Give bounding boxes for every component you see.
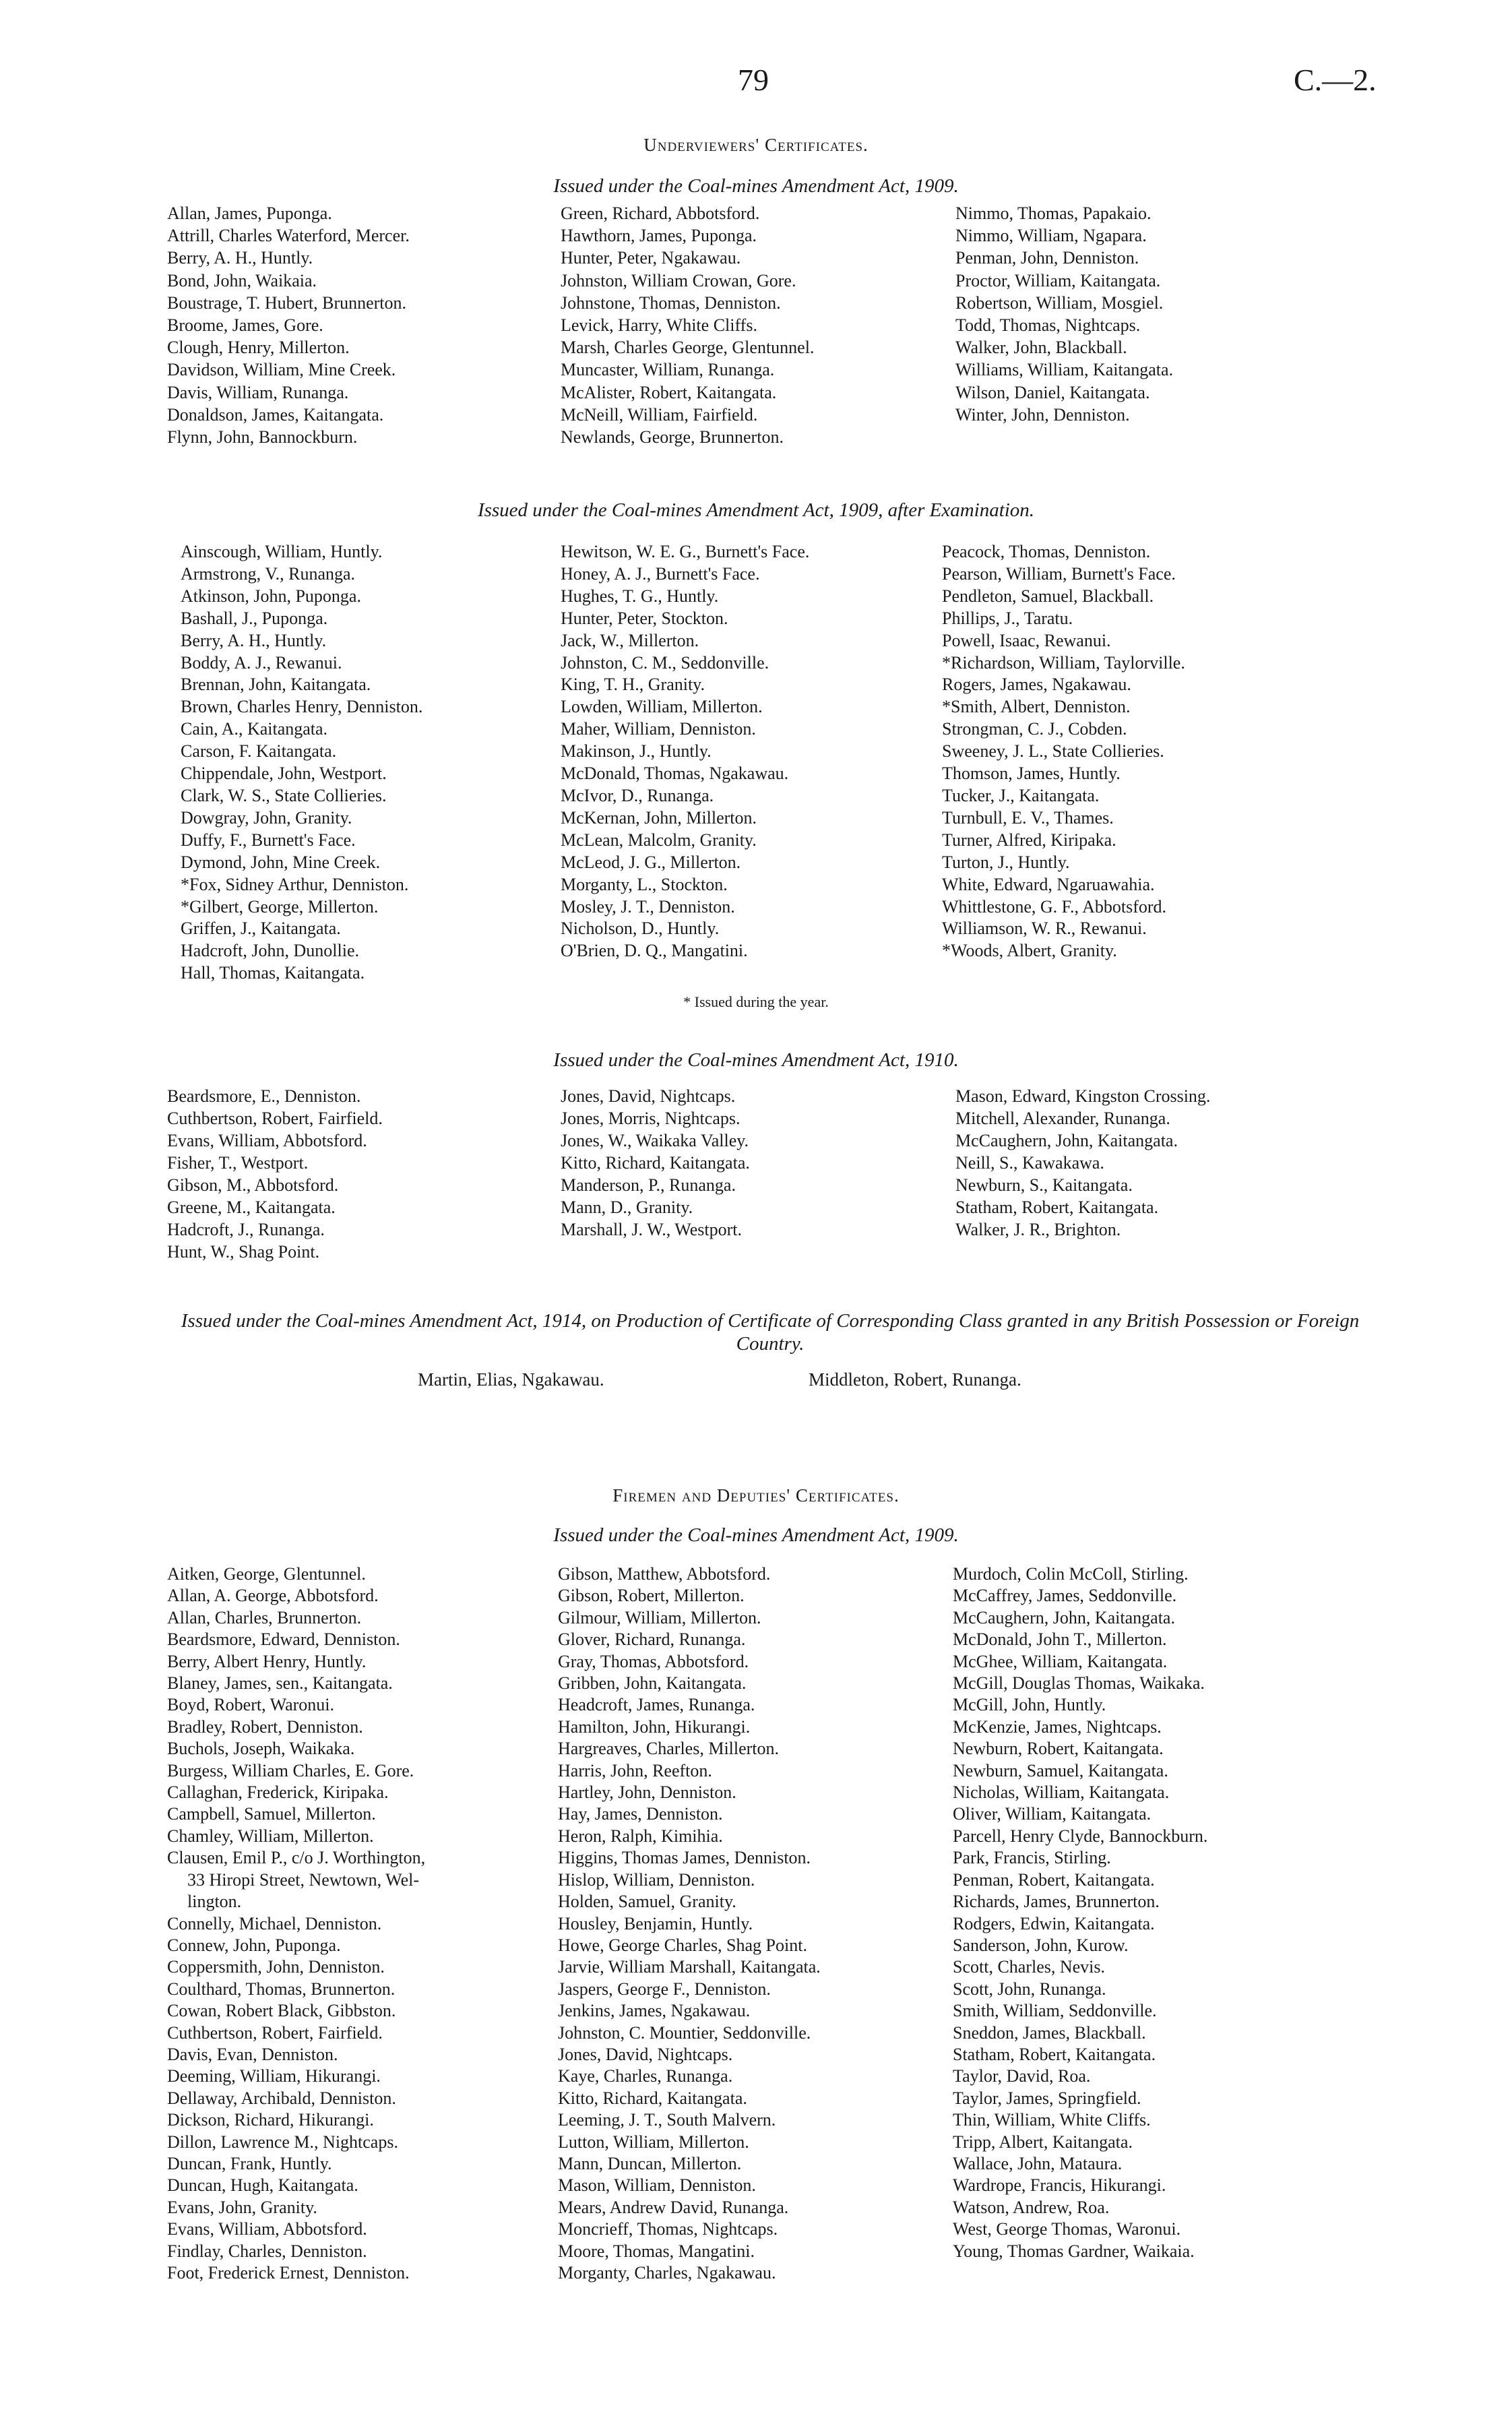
list-item: *Smith, Albert, Denniston. — [942, 697, 1131, 717]
list-item: Strongman, C. J., Cobden. — [942, 719, 1127, 739]
list-item: Bond, John, Waikaia. — [167, 270, 317, 290]
list-item: Whittlestone, G. F., Abbotsford. — [942, 896, 1167, 917]
list-item: Newburn, Robert, Kaitangata. — [953, 1739, 1164, 1759]
list-item: West, George Thomas, Waronui. — [953, 2219, 1181, 2239]
list-item: Sweeney, J. L., State Collieries. — [942, 741, 1164, 762]
list-item: McLeod, J. G., Millerton. — [561, 852, 741, 872]
list-item: Mason, Edward, Kingston Crossing. — [955, 1086, 1211, 1106]
list-item: Manderson, P., Runanga. — [561, 1175, 736, 1195]
list-item: Harris, John, Reefton. — [558, 1760, 712, 1780]
list-item: Johnston, C. Mountier, Seddonville. — [558, 2022, 811, 2043]
list-item: McDonald, Thomas, Ngakawau. — [561, 764, 789, 784]
list-item: Cuthbertson, Robert, Fairfield. — [167, 1109, 383, 1128]
list-item: Boyd, Robert, Waronui. — [167, 1695, 335, 1715]
list-item: Maher, William, Denniston. — [561, 719, 756, 739]
list-item: Griffen, J., Kaitangata. — [181, 919, 341, 939]
list-item: Jaspers, George F., Denniston. — [558, 1979, 771, 1999]
list-item: Kitto, Richard, Kaitangata. — [561, 1153, 750, 1173]
list-item: Moore, Thomas, Mangatini. — [558, 2241, 755, 2261]
list-item: Proctor, William, Kaitangata. — [955, 270, 1161, 290]
list-item: Jones, David, Nightcaps. — [558, 2044, 733, 2064]
list-item: Mason, William, Denniston. — [558, 2175, 756, 2196]
list-item: Rodgers, Edwin, Kaitangata. — [953, 1913, 1155, 1933]
list-item: Berry, A. H., Huntly. — [167, 248, 313, 268]
list-item: Honey, A. J., Burnett's Face. — [561, 563, 760, 584]
list-item: Dymond, John, Mine Creek. — [181, 852, 381, 872]
list-item: Callaghan, Frederick, Kiripaka. — [167, 1782, 389, 1803]
list-item: Jones, W., Waikaka Valley. — [561, 1131, 749, 1150]
list-item: Hartley, John, Denniston. — [558, 1782, 736, 1803]
list-item: Chamley, William, Millerton. — [167, 1826, 374, 1846]
list-item: Donaldson, James, Kaitangata. — [167, 404, 384, 425]
list-item: Green, Richard, Abbotsford. — [561, 204, 760, 223]
list-item: Newlands, George, Brunnerton. — [561, 427, 784, 447]
list-item: McKenzie, James, Nightcaps. — [953, 1716, 1162, 1737]
list-item: Nimmo, Thomas, Papakaio. — [955, 204, 1152, 223]
list-item: Hunt, W., Shag Point. — [167, 1242, 320, 1262]
document-reference: C.—2. — [1294, 63, 1377, 97]
list-item: Bashall, J., Puponga. — [181, 608, 328, 628]
list-item: Berry, A. H., Huntly. — [181, 630, 327, 650]
list-item: King, T. H., Granity. — [561, 675, 705, 695]
list-item: Wilson, Daniel, Kaitangata. — [955, 382, 1150, 402]
list-item: Middleton, Robert, Runanga. — [809, 1369, 1021, 1390]
list-item: Walker, John, Blackball. — [955, 338, 1127, 358]
list-item: Nicholas, William, Kaitangata. — [953, 1782, 1170, 1803]
list-item: Parcell, Henry Clyde, Bannockburn. — [953, 1826, 1208, 1846]
list-item: Beardsmore, Edward, Denniston. — [167, 1630, 400, 1650]
list-item: Duncan, Frank, Huntly. — [167, 2153, 332, 2173]
list-item: Hewitson, W. E. G., Burnett's Face. — [561, 542, 810, 561]
list-item: Buchols, Joseph, Waikaka. — [167, 1739, 355, 1759]
list-item: Evans, William, Abbotsford. — [167, 2219, 367, 2239]
list-item: Flynn, John, Bannockburn. — [167, 427, 358, 447]
list-item: O'Brien, D. Q., Mangatini. — [561, 941, 748, 961]
list-item: Leeming, J. T., South Malvern. — [558, 2110, 776, 2130]
list-item: Hay, James, Denniston. — [558, 1804, 723, 1824]
list-item: Duffy, F., Burnett's Face. — [181, 830, 356, 850]
list-item: Boustrage, T. Hubert, Brunnerton. — [167, 292, 407, 313]
list-item: Newburn, S., Kaitangata. — [955, 1175, 1133, 1195]
firemen-title: Firemen and Deputies' Certificates. — [612, 1485, 900, 1506]
list-item: Attrill, Charles Waterford, Mercer. — [167, 226, 410, 246]
list-item: Campbell, Samuel, Millerton. — [167, 1804, 376, 1824]
list-item: Davis, William, Runanga. — [167, 382, 349, 402]
list-item: Turner, Alfred, Kiripaka. — [942, 830, 1116, 850]
list-item: Hargreaves, Charles, Millerton. — [558, 1739, 780, 1759]
list-item: Carson, F. Kaitangata. — [181, 741, 337, 762]
list-item: Neill, S., Kawakawa. — [955, 1153, 1104, 1173]
list-item: Mitchell, Alexander, Runanga. — [955, 1109, 1170, 1128]
list-item: Mann, D., Granity. — [561, 1198, 693, 1217]
list-item: Brennan, John, Kaitangata. — [181, 675, 371, 695]
list-item: McGill, Douglas Thomas, Waikaka. — [953, 1673, 1205, 1694]
list-item: Burgess, William Charles, E. Gore. — [167, 1760, 414, 1780]
list-item: Mears, Andrew David, Runanga. — [558, 2197, 789, 2217]
list-item: McCaughern, John, Kaitangata. — [953, 1607, 1175, 1627]
list-item: Hunter, Peter, Ngakawau. — [561, 248, 741, 268]
list-item: Gray, Thomas, Abbotsford. — [558, 1651, 749, 1671]
list-item: Wardrope, Francis, Hikurangi. — [953, 2175, 1166, 2196]
list-item: Holden, Samuel, Granity. — [558, 1892, 736, 1912]
list-item: Gilmour, William, Millerton. — [558, 1607, 761, 1627]
list-item: Deeming, William, Hikurangi. — [167, 2066, 381, 2086]
list-item: McGhee, William, Kaitangata. — [953, 1651, 1168, 1671]
list-item: Sanderson, John, Kurow. — [953, 1935, 1129, 1955]
list-item: Aitken, George, Glentunnel. — [167, 1564, 366, 1584]
list-item: Mosley, J. T., Denniston. — [561, 896, 735, 917]
list-item: Kitto, Richard, Kaitangata. — [558, 2088, 747, 2108]
list-item: 33 Hiropi Street, Newtown, Wel- — [187, 1869, 420, 1890]
list-item: Foot, Frederick Ernest, Denniston. — [167, 2263, 410, 2283]
list-item: Makinson, J., Huntly. — [561, 741, 712, 762]
list-item: Pendleton, Samuel, Blackball. — [942, 586, 1154, 606]
list-item: *Woods, Albert, Granity. — [942, 941, 1117, 961]
list-item: Findlay, Charles, Denniston. — [167, 2241, 367, 2261]
list-item: McNeill, William, Fairfield. — [561, 404, 758, 425]
list-item: Smith, William, Seddonville. — [953, 2001, 1157, 2021]
list-item: Dellaway, Archibald, Denniston. — [167, 2088, 396, 2108]
firemen-column-3 — [953, 1563, 1207, 2262]
list-item: Dillon, Lawrence M., Nightcaps. — [167, 2132, 398, 2152]
list-item: Pearson, William, Burnett's Face. — [942, 563, 1176, 584]
list-item: Connelly, Michael, Denniston. — [167, 1913, 382, 1933]
list-item: Thomson, James, Huntly. — [942, 764, 1121, 784]
list-item: Gibson, M., Abbotsford. — [167, 1175, 339, 1195]
list-item: Tripp, Albert, Kaitangata. — [953, 2132, 1133, 2152]
list-item: Wallace, John, Mataura. — [953, 2153, 1123, 2173]
list-item: Bradley, Robert, Denniston. — [167, 1716, 363, 1737]
uv-1910-column-2 — [561, 1085, 750, 1241]
subheading-1909: Issued under the Coal-mines Amendment Act, 1909. — [553, 175, 959, 197]
list-item: Allan, James, Puponga. — [167, 204, 332, 223]
list-item: Hislop, William, Denniston. — [558, 1869, 755, 1890]
uv-1909-column-3 — [955, 202, 1173, 426]
list-item: Greene, M., Kaitangata. — [167, 1198, 336, 1217]
list-item: Clark, W. S., State Collieries. — [181, 785, 387, 805]
list-item: Clausen, Emil P., c/o J. Worthington, — [167, 1848, 426, 1868]
list-item: Park, Francis, Stirling. — [953, 1848, 1111, 1868]
list-item: Taylor, James, Springfield. — [953, 2088, 1141, 2108]
list-item: Todd, Thomas, Nightcaps. — [955, 315, 1141, 336]
list-item: Broome, James, Gore. — [167, 315, 323, 336]
list-item: Peacock, Thomas, Denniston. — [942, 542, 1151, 561]
uv-1909-column-2 — [561, 202, 814, 448]
list-item: Statham, Robert, Kaitangata. — [953, 2044, 1156, 2064]
subheading-1909-examination: Issued under the Coal-mines Amendment Act, 1909, after Examination. — [477, 499, 1035, 521]
list-item: Housley, Benjamin, Huntly. — [558, 1913, 753, 1933]
list-item: Davidson, William, Mine Creek. — [167, 360, 396, 380]
list-item: Ainscough, William, Huntly. — [181, 542, 383, 561]
list-item: Gribben, John, Kaitangata. — [558, 1673, 747, 1694]
list-item: Scott, Charles, Nevis. — [953, 1957, 1106, 1977]
list-item: Atkinson, John, Puponga. — [181, 586, 361, 606]
list-item: Oliver, William, Kaitangata. — [953, 1804, 1152, 1824]
list-item: Robertson, William, Mosgiel. — [955, 292, 1164, 313]
list-item: lington. — [187, 1892, 242, 1912]
list-item: Boddy, A. J., Rewanui. — [181, 652, 342, 673]
uv-1909-column-1 — [167, 202, 410, 448]
uv-exam-column-1 — [181, 541, 422, 985]
list-item: Newburn, Samuel, Kaitangata. — [953, 1760, 1168, 1780]
list-item: Connew, John, Puponga. — [167, 1935, 341, 1955]
list-item: McCaughern, John, Kaitangata. — [955, 1131, 1178, 1150]
list-item: Williamson, W. R., Rewanui. — [942, 919, 1147, 939]
list-item: Martin, Elias, Ngakawau. — [418, 1369, 604, 1390]
list-item: Coulthard, Thomas, Brunnerton. — [167, 1979, 396, 1999]
list-item: Headcroft, James, Runanga. — [558, 1695, 755, 1715]
list-item: Allan, A. George, Abbotsford. — [167, 1586, 379, 1606]
list-item: Blaney, James, sen., Kaitangata. — [167, 1673, 393, 1694]
list-item: Gibson, Robert, Millerton. — [558, 1586, 745, 1606]
list-item: Hall, Thomas, Kaitangata. — [181, 963, 365, 983]
list-item: McAlister, Robert, Kaitangata. — [561, 382, 777, 402]
list-item: White, Edward, Ngaruawahia. — [942, 874, 1155, 894]
list-item: Johnston, William Crowan, Gore. — [561, 270, 796, 290]
list-item: Walker, J. R., Brighton. — [955, 1220, 1121, 1239]
list-item: McLean, Malcolm, Granity. — [561, 830, 757, 850]
list-item: Jones, David, Nightcaps. — [561, 1086, 736, 1106]
list-item: Clough, Henry, Millerton. — [167, 338, 350, 358]
list-item: Lowden, William, Millerton. — [561, 697, 763, 717]
list-item: McIvor, D., Runanga. — [561, 785, 714, 805]
list-item: Rogers, James, Ngakawau. — [942, 675, 1131, 695]
subheading-1914: Issued under the Coal-mines Amendment Act, 1914, on Production of Certificate of Corresponding Class granted in any British Possession or Foreign Country. — [181, 1310, 1360, 1355]
list-item: Marshall, J. W., Westport. — [561, 1220, 742, 1239]
list-item: Hadcroft, John, Dunollie. — [181, 941, 360, 961]
list-item: Murdoch, Colin McColl, Stirling. — [953, 1564, 1189, 1584]
list-item: Evans, John, Granity. — [167, 2197, 317, 2217]
list-item: Young, Thomas Gardner, Waikaia. — [953, 2241, 1195, 2261]
list-item: Heron, Ralph, Kimihia. — [558, 1826, 723, 1846]
list-item: McKernan, John, Millerton. — [561, 807, 757, 828]
list-item: Coppersmith, John, Denniston. — [167, 1957, 385, 1977]
list-item: Thin, William, White Cliffs. — [953, 2110, 1151, 2130]
list-item: Dickson, Richard, Hikurangi. — [167, 2110, 374, 2130]
list-item: Watson, Andrew, Roa. — [953, 2197, 1110, 2217]
list-item: McGill, John, Huntly. — [953, 1695, 1106, 1715]
list-item: Taylor, David, Roa. — [953, 2066, 1091, 2086]
list-item: Armstrong, V., Runanga. — [181, 563, 356, 584]
list-item: Lutton, William, Millerton. — [558, 2132, 749, 2152]
list-item: Fisher, T., Westport. — [167, 1153, 309, 1173]
list-item: Moncrieff, Thomas, Nightcaps. — [558, 2219, 778, 2239]
list-item: Jack, W., Millerton. — [561, 630, 699, 650]
firemen-subheading: Issued under the Coal-mines Amendment Act, 1909. — [553, 1524, 959, 1546]
list-item: Sneddon, James, Blackball. — [953, 2022, 1146, 2043]
list-item: *Richardson, William, Taylorville. — [942, 652, 1185, 673]
list-item: Davis, Evan, Denniston. — [167, 2044, 338, 2064]
uv-1910-column-3 — [955, 1085, 1210, 1241]
firemen-column-2 — [558, 1563, 821, 2284]
list-item: Duncan, Hugh, Kaitangata. — [167, 2175, 358, 2196]
list-item: *Gilbert, George, Millerton. — [181, 896, 379, 917]
list-item: Powell, Isaac, Rewanui. — [942, 630, 1111, 650]
list-item: Muncaster, William, Runanga. — [561, 360, 775, 380]
list-item: Dowgray, John, Granity. — [181, 807, 352, 828]
list-item: Morganty, Charles, Ngakawau. — [558, 2263, 776, 2283]
list-item: *Fox, Sidney Arthur, Denniston. — [181, 874, 409, 894]
list-item: Jones, Morris, Nightcaps. — [561, 1109, 741, 1128]
list-item: Kaye, Charles, Runanga. — [558, 2066, 733, 2086]
list-item: Jenkins, James, Ngakawau. — [558, 2001, 751, 2021]
list-item: Brown, Charles Henry, Denniston. — [181, 697, 423, 717]
uv-exam-column-3 — [942, 541, 1185, 962]
list-item: Tucker, J., Kaitangata. — [942, 785, 1100, 805]
list-item: Beardsmore, E., Denniston. — [167, 1086, 361, 1106]
list-item: Jarvie, William Marshall, Kaitangata. — [558, 1957, 821, 1977]
list-item: Chippendale, John, Westport. — [181, 764, 387, 784]
list-item: Turnbull, E. V., Thames. — [942, 807, 1114, 828]
list-item: Johnstone, Thomas, Denniston. — [561, 292, 781, 313]
list-item: Cain, A., Kaitangata. — [181, 719, 328, 739]
list-item: Statham, Robert, Kaitangata. — [955, 1198, 1159, 1217]
list-item: Penman, Robert, Kaitangata. — [953, 1869, 1155, 1890]
list-item: Cuthbertson, Robert, Fairfield. — [167, 2022, 383, 2043]
list-item: Turton, J., Huntly. — [942, 852, 1070, 872]
firemen-column-1 — [167, 1563, 425, 2284]
page-number: 79 — [738, 63, 769, 97]
list-item: Mann, Duncan, Millerton. — [558, 2153, 742, 2173]
list-item: Johnston, C. M., Seddonville. — [561, 652, 769, 673]
list-item: Glover, Richard, Runanga. — [558, 1630, 746, 1650]
list-item: Cowan, Robert Black, Gibbston. — [167, 2001, 396, 2021]
list-item: Evans, William, Abbotsford. — [167, 1131, 367, 1150]
list-item: McCaffrey, James, Seddonville. — [953, 1586, 1177, 1606]
list-item: Marsh, Charles George, Glentunnel. — [561, 338, 815, 358]
underviewers-title: Underviewers' Certificates. — [643, 135, 869, 155]
list-item: Hamilton, John, Hikurangi. — [558, 1716, 751, 1737]
list-item: Gibson, Matthew, Abbotsford. — [558, 1564, 771, 1584]
list-item: Penman, John, Denniston. — [955, 248, 1139, 268]
list-item: Allan, Charles, Brunnerton. — [167, 1607, 362, 1627]
list-item: Richards, James, Brunnerton. — [953, 1892, 1160, 1912]
list-item: Berry, Albert Henry, Huntly. — [167, 1651, 367, 1671]
list-item: Nimmo, William, Ngapara. — [955, 226, 1147, 246]
footnote: * Issued during the year. — [683, 993, 829, 1010]
list-item: Hadcroft, J., Runanga. — [167, 1220, 325, 1239]
list-item: Nicholson, D., Huntly. — [561, 919, 720, 939]
subheading-1910: Issued under the Coal-mines Amendment Act, 1910. — [553, 1049, 959, 1071]
list-item: Williams, William, Kaitangata. — [955, 360, 1174, 380]
uv-1910-column-1 — [167, 1085, 383, 1263]
list-item: Howe, George Charles, Shag Point. — [558, 1935, 807, 1955]
list-item: Winter, John, Denniston. — [955, 404, 1130, 425]
list-item: Scott, John, Runanga. — [953, 1979, 1106, 1999]
list-item: Morganty, L., Stockton. — [561, 874, 728, 894]
list-item: Phillips, J., Taratu. — [942, 608, 1073, 628]
uv-exam-column-2 — [561, 541, 809, 962]
list-item: McDonald, John T., Millerton. — [953, 1630, 1167, 1650]
list-item: Hunter, Peter, Stockton. — [561, 608, 728, 628]
list-item: Levick, Harry, White Cliffs. — [561, 315, 757, 336]
list-item: Hawthorn, James, Puponga. — [561, 226, 757, 246]
list-item: Hughes, T. G., Huntly. — [561, 586, 719, 606]
list-item: Higgins, Thomas James, Denniston. — [558, 1848, 811, 1868]
